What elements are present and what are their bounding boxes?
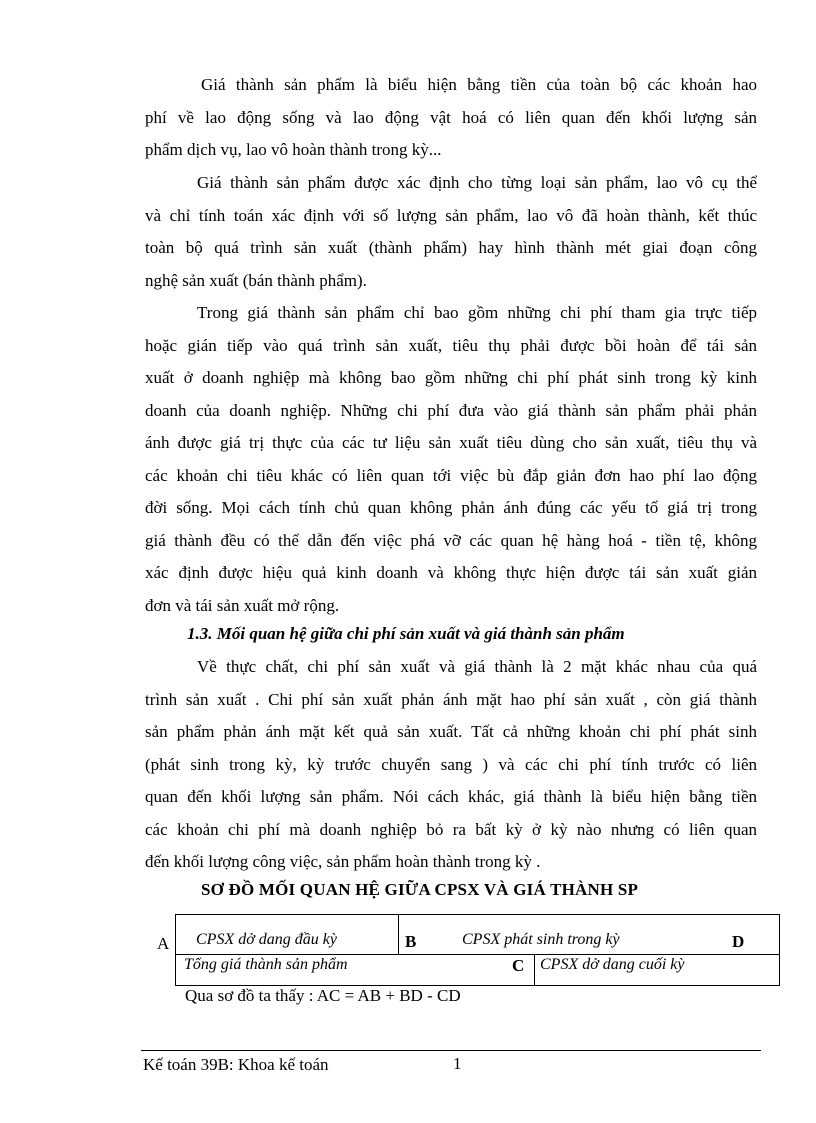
- paragraph-line: giá thành đều có thể dẫn đến việc phá vỡ các quan hệ hàng hoá - tiền tệ, không: [145, 530, 757, 550]
- paragraph-line: các khoản chi phí mà doanh nghiệp bỏ ra bất kỳ ở kỳ nào nhưng có liên quan: [145, 819, 757, 839]
- diagram-divider-b: [398, 914, 399, 955]
- paragraph-line: quan đến khối lượng sản phẩm. Nói cách khác, giá thành là biểu hiện bằng tiền: [145, 787, 757, 806]
- paragraph-line: Giá thành sản phẩm được xác định cho từng loại sản phẩm, lao vô cụ thể: [197, 173, 757, 192]
- paragraph-3: [145, 297, 757, 622]
- diagram-title: SƠ ĐỒ MỐI QUAN HỆ GIỮA CPSX VÀ GIÁ THÀNH SP: [201, 880, 639, 899]
- diagram-label-b: B: [405, 932, 417, 951]
- paragraph-line: và chỉ tính toán xác định với số lượng sản phẩm, lao vô đã hoàn thành, kết thúc: [145, 205, 757, 225]
- paragraph-line: nghệ sản xuất (bán thành phẩm).: [145, 270, 367, 290]
- cell-total-cost: Tổng giá thành sản phẩm: [184, 956, 348, 973]
- paragraph-4: [145, 651, 757, 879]
- diagram-divider-c: [534, 954, 535, 986]
- paragraph-line: sản phẩm phản ánh mặt kết quả sản xuất. Tất cả những khoản chi phí phát sinh: [145, 722, 757, 741]
- paragraph-2: [145, 167, 757, 297]
- section-heading: 1.3. Mối quan hệ giữa chi phí sản xuất và giá thành sản phẩm: [187, 624, 625, 643]
- paragraph-line: xác định được hiệu quả kinh doanh và không thực hiện được tái sản xuất giản: [145, 563, 757, 582]
- paragraph-line: toàn bộ quá trình sản xuất (thành phẩm) hay hình thành mét giai đoạn công: [145, 238, 757, 257]
- paragraph-line: Giá thành sản phẩm là biểu hiện bằng tiền của toàn bộ các khoản hao: [201, 75, 757, 94]
- paragraph-line: phí về lao động sống và lao động vật hoá có liên quan đến khối lượng sản: [145, 107, 757, 127]
- paragraph-line: đời sống. Mọi cách tính chủ quan không phản ánh đúng các yếu tố giá trị trong: [145, 498, 757, 517]
- paragraph-line: doanh của doanh nghiệp. Những chi phí đưa vào giá thành sản phẩm phải phản: [145, 400, 757, 420]
- paragraph-line: Trong giá thành sản phẩm chỉ bao gồm những chi phí tham gia trực tiếp: [197, 303, 757, 322]
- paragraph-1: [145, 69, 757, 167]
- cell-opening-wip: CPSX dở dang đầu kỳ: [196, 931, 337, 948]
- footer-divider: [141, 1050, 761, 1051]
- paragraph-line: đơn và tái sản xuất mở rộng.: [145, 595, 340, 615]
- paragraph-line: (phát sinh trong kỳ, kỳ trước chuyển sang ) và các chi phí tính trước có liên: [145, 754, 757, 774]
- paragraph-line: Về thực chất, chi phí sản xuất và giá thành là 2 mặt khác nhau của quá: [197, 657, 757, 676]
- paragraph-line: các khoản chi tiêu khác có liên quan tới việc bù đắp giản đơn hao phí lao động: [145, 465, 757, 485]
- diagram-conclusion: Qua sơ đồ ta thấy : AC = AB + BD - CD: [185, 986, 461, 1005]
- footer-label: Kế toán 39B: Khoa kế toán: [143, 1055, 329, 1074]
- diagram-label-c: C: [512, 956, 525, 975]
- paragraph-line: trình sản xuất . Chi phí sản xuất phản ánh mặt hao phí sản xuất , còn giá thành: [145, 689, 757, 709]
- paragraph-line: ánh được giá trị thực của các tư liệu sản xuất tiêu dùng cho sản xuất, tiêu thụ và: [145, 433, 757, 452]
- paragraph-line: hoặc gián tiếp vào quá trình sản xuất, tiêu thụ phải được bồi hoàn để tái sản: [145, 335, 757, 355]
- cell-incurred: CPSX phát sinh trong kỳ: [462, 931, 620, 948]
- page-number: 1: [453, 1054, 462, 1073]
- paragraph-line: đến khối lượng công việc, sản phẩm hoàn thành trong kỳ .: [145, 852, 541, 871]
- cell-closing-wip: CPSX dở dang cuối kỳ: [540, 956, 685, 973]
- diagram-label-a: A: [157, 934, 170, 953]
- paragraph-line: xuất ở doanh nghiệp mà không bao gồm những chi phí phát sinh trong kỳ kinh: [145, 368, 757, 387]
- paragraph-line: phẩm dịch vụ, lao vô hoàn thành trong kỳ...: [145, 140, 442, 159]
- diagram-label-d: D: [732, 932, 745, 951]
